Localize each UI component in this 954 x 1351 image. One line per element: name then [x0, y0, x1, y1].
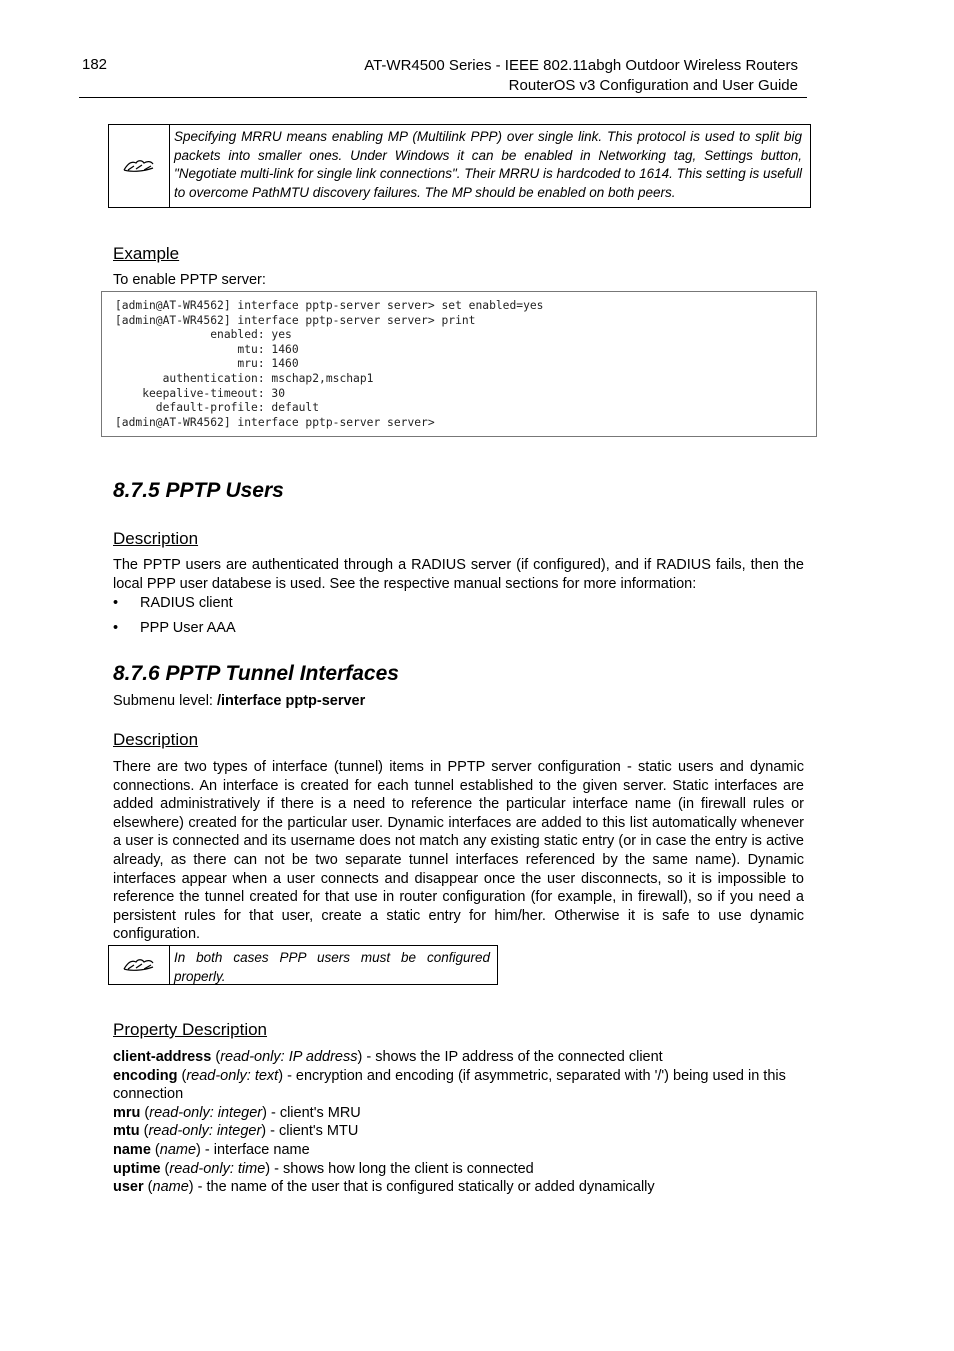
property-description-heading: Property Description [113, 1020, 268, 1039]
code-block [101, 291, 817, 437]
bullet-icon: • [113, 595, 119, 611]
submenu-level [113, 692, 365, 711]
property-item: mtu (read-only: integer) - client's MTU [113, 1123, 359, 1140]
property-name: name [113, 1141, 151, 1158]
code-line: default-profile: default [115, 401, 320, 415]
property-type: read-only: integer [148, 1123, 262, 1140]
property-name: mru [113, 1104, 141, 1121]
property-desc: - encryption and encoding (if asymmetric, separated with '/') being used in this connection [113, 1067, 786, 1103]
header-title-line2: RouterOS v3 Configuration and User Guide [508, 77, 798, 94]
running-header [364, 56, 798, 96]
property-name: uptime [113, 1160, 161, 1177]
property-item: mru (read-only: integer) - client's MRU [113, 1104, 361, 1121]
description-text: The PPTP users are authenticated through a RADIUS server (if configured), and if RADIUS fails, then the local PPP user databese is used. See the respective manual sections for more information: [113, 557, 804, 592]
bullet-icon: • [113, 620, 119, 636]
code-line: mtu: 1460 [115, 342, 299, 356]
code-line: authentication: mschap2,mschap1 [115, 371, 374, 385]
property-desc: - shows how long the client is connected [270, 1160, 534, 1177]
property-item: encoding (read-only: text) - encryption and encoding (if asymmetric, separated with '/') being used in this connection [113, 1067, 786, 1103]
hand-pointer-icon [109, 125, 170, 207]
property-desc: - shows the IP address of the connected client [362, 1049, 663, 1065]
list-item-label: RADIUS client [140, 595, 233, 611]
property-item: name (name) - interface name [113, 1141, 310, 1158]
code-line: mru: 1460 [115, 357, 299, 371]
hand-pointer-icon [109, 946, 170, 984]
property-item: client-address (read-only: IP address) - shows the IP address of the connected client [113, 1049, 663, 1065]
header-rule [79, 97, 807, 98]
property-type: read-only: IP address [220, 1049, 358, 1065]
section-heading-pptp-tunnel-interfaces: 8.7.6 PPTP Tunnel Interfaces [113, 662, 399, 685]
example-intro: To enable PPTP server: [113, 272, 266, 288]
submenu-label: Submenu level: [113, 693, 217, 709]
description-text: There are two types of interface (tunnel) items in PPTP server configuration - static users and dynamic connections. An interface is created for each tunnel established to the given server. Static interfaces are added administratively if there is a need to reference the particular interface name (in firewall rules or elsewhere) created for the particular user. Dynamic interfaces are added to this list automatically whenever a user is connected and its username does not match any existing static entry (or in case the entry is active already, as there can not be two separate tunnel interfaces referenced by the same name). Dynamic interfaces appear when a user connects and disappear once the user disconnects, so it is impossible to reference the tunnel created for that use in router configuration (for example, in firewall), so if you need a persistent rules for that user, create a static entry for him/her. Otherwise it is safe to use dynamic configuration. [113, 759, 804, 943]
list-item [113, 620, 236, 636]
property-desc: - the name of the user that is configured statically or added dynamically [193, 1179, 655, 1196]
page-number: 182 [82, 56, 108, 73]
list-item [113, 595, 233, 611]
property-item: user (name) - the name of the user that is configured statically or added dynamically [113, 1179, 655, 1196]
property-name: user [113, 1179, 144, 1196]
property-name: encoding [113, 1067, 178, 1084]
property-name: client-address [113, 1049, 212, 1065]
property-item: uptime (read-only: time) - shows how long the client is connected [113, 1160, 534, 1177]
property-type: name [159, 1141, 197, 1158]
list-item-label: PPP User AAA [140, 620, 236, 636]
section-heading-pptp-users: 8.7.5 PPTP Users [113, 479, 284, 502]
property-name: mtu [113, 1123, 140, 1140]
example-heading: Example [113, 244, 180, 263]
description-heading: Description [113, 529, 199, 548]
submenu-path: /interface pptp-server [216, 693, 366, 709]
note-box-ppp-users [108, 945, 498, 985]
code-line: keepalive-timeout: 30 [115, 386, 286, 400]
property-type: name [152, 1179, 189, 1196]
description-heading: Description [113, 730, 199, 749]
header-title-line1: AT-WR4500 Series - IEEE 802.11abgh Outdoor Wireless Routers [364, 57, 798, 74]
property-type: read-only: integer [149, 1104, 263, 1121]
note-box-mrru [108, 124, 811, 208]
code-line: [admin@AT-WR4562] interface pptp-server server> set enabled=yes [115, 299, 544, 312]
property-list [113, 1048, 804, 1197]
note-text: In both cases PPP users must be configured properly. [174, 950, 490, 984]
property-type: read-only: text [186, 1067, 279, 1084]
note-text: Specifying MRRU means enabling MP (Multilink PPP) over single link. This protocol is used to split big packets into smaller ones. Under Windows it can be enabled in Networking tag, Settings button, "Negotiate multi-link for single link connections". Their MRRU is hardcoded to 1614. This setting is usefull to overcome PathMTU discovery failures. The MP should be enabled on both peers. [174, 129, 802, 200]
property-type: read-only: time [169, 1160, 266, 1177]
code-line: [admin@AT-WR4562] interface pptp-server server> [115, 415, 435, 429]
code-line: enabled: yes [115, 328, 292, 342]
property-desc: - client's MTU [266, 1123, 359, 1140]
property-desc: - interface name [200, 1141, 310, 1158]
property-desc: - client's MRU [266, 1104, 361, 1121]
code-line: [admin@AT-WR4562] interface pptp-server server> print [115, 313, 476, 327]
